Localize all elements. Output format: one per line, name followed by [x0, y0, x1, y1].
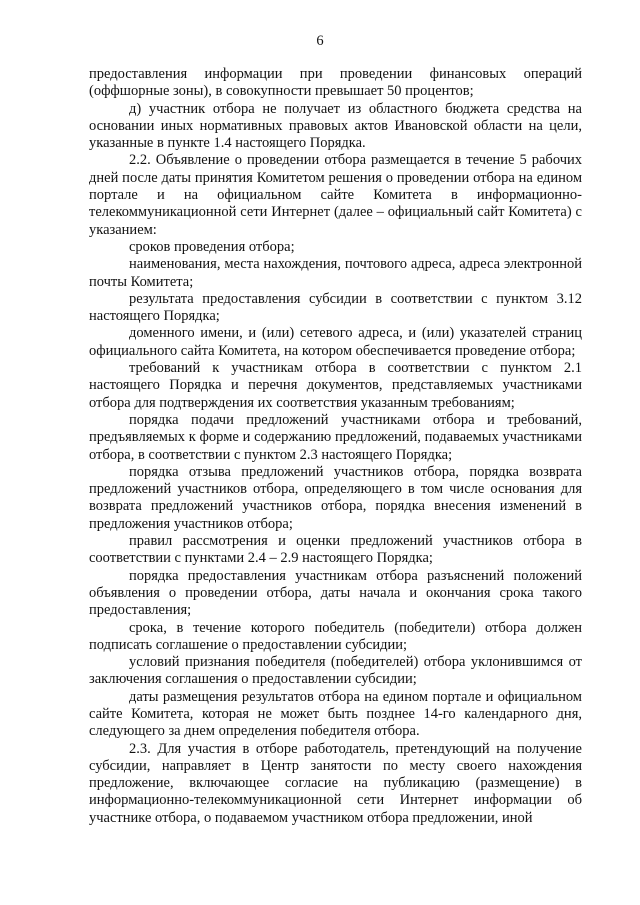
paragraph: 2.3. Для участия в отборе работодатель, претендующий на получение субсидии, направляет в Центр занятости по месту своего нахождения предложение, включающее согласие на публикацию (размещение) в информационно-телекоммуникационной сети Интернет информации об участнике отбора, о подаваемом участником отбора предложении, иной	[89, 740, 582, 826]
paragraph: сроков проведения отбора;	[129, 238, 295, 255]
paragraph: порядка подачи предложений участниками отбора и требований, предъявляемых к форме и содержанию предложений, подаваемых участниками отбора, в соответствии с пунктом 2.3 настоящего Порядка;	[89, 411, 582, 463]
paragraph: д) участник отбора не получает из областного бюджета средства на основании иных нормативных правовых актов Ивановской области на цели, указанные в пункте 1.4 настоящего Порядка.	[89, 100, 582, 152]
paragraph: результата предоставления субсидии в соответствии с пунктом 3.12 настоящего Порядка;	[89, 290, 582, 325]
page-number: 6	[316, 33, 324, 49]
paragraph: предоставления информации при проведении финансовых операций (оффшорные зоны), в совокупности превышает 50 процентов;	[89, 66, 582, 100]
paragraph: порядка предоставления участникам отбора разъяснений положений объявления о проведении отбора, даты начала и окончания срока такого предоставления;	[89, 567, 582, 619]
paragraph: срока, в течение которого победитель (победители) отбора должен подписать соглашение о предоставлении субсидии;	[89, 619, 582, 653]
paragraph: требований к участникам отбора в соответствии с пунктом 2.1 настоящего Порядка и перечня документов, представляемых участниками отбора для подтверждения их соответствия указанным требованиям;	[89, 360, 582, 411]
paragraph: порядка отзыва предложений участников отбора, порядка возврата предложений участников отбора, определяющего в том числе основания для возврата предложений участников отбора, порядка внесения изменений в предложения участников отбора;	[89, 463, 582, 532]
paragraph: условий признания победителя (победителей) отбора уклонившимся от заключения соглашения о предоставлении субсидии;	[89, 654, 582, 688]
paragraph: наименования, места нахождения, почтового адреса, адреса электронной почты Комитета;	[89, 256, 582, 290]
paragraph: даты размещения результатов отбора на едином портале и официальном сайте Комитета, которая не может быть позднее 14-го календарного дня, следующего за днем определения победителя отбора.	[89, 688, 582, 740]
document-body	[89, 66, 582, 827]
paragraph: 2.2. Объявление о проведении отбора размещается в течение 5 рабочих дней после даты принятия Комитетом решения о проведении отбора на едином портале и на официальном сайте Комитета в информационно-телекоммуникационной сети Интернет (далее – официальный сайт Комитета) с указанием:	[89, 152, 582, 238]
paragraph: правил рассмотрения и оценки предложений участников отбора в соответствии с пунктами 2.4 – 2.9 настоящего Порядка;	[89, 533, 582, 567]
paragraph: доменного имени, и (или) сетевого адреса, и (или) указателей страниц официального сайта Комитета, на котором обеспечивается проведение отбора;	[89, 325, 582, 359]
